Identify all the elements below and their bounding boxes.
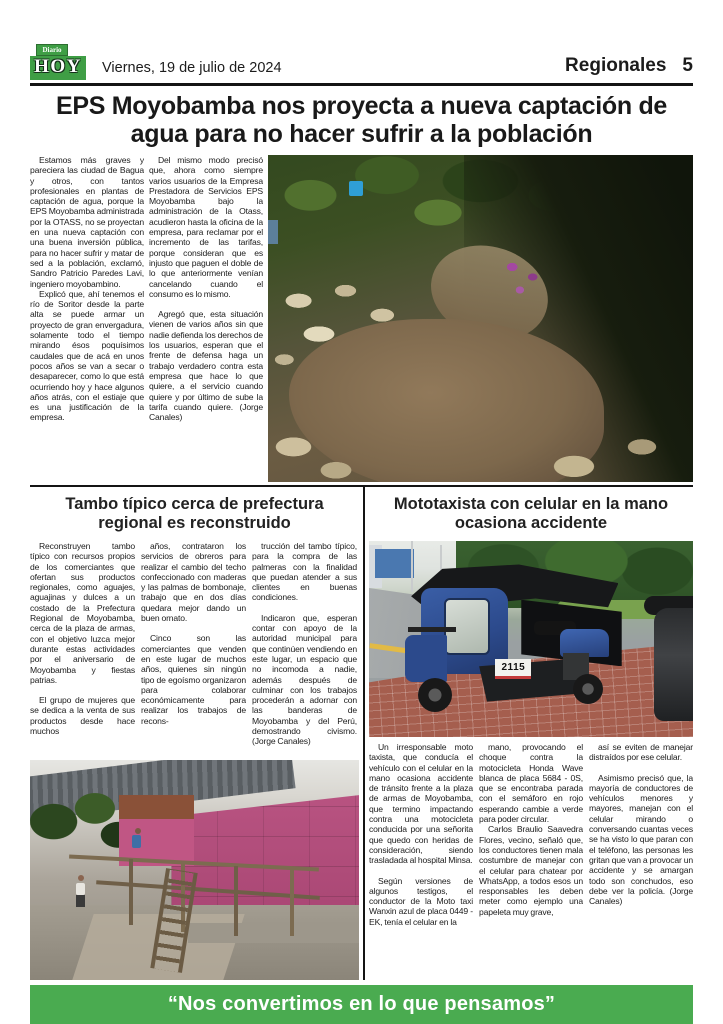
article-moto-body	[369, 742, 693, 976]
article-tambo-col2	[141, 541, 246, 757]
blue-building	[375, 549, 414, 578]
article-tambo-col3	[252, 541, 357, 757]
article-tambo-body	[30, 541, 359, 757]
article-moto-headline: Mototaxista con celular en la mano ocasiona accidente	[393, 495, 669, 533]
paragraph: mano, provocando el choque contra la motocicleta Honda Wave blanca de placa 5684 - 0S, que se encontraba parada con el semáforo en rojo esperando cambie a verde para poder circular.	[479, 741, 583, 825]
pink-house	[119, 795, 195, 865]
bystander-legs	[76, 895, 85, 907]
paragraph: años, contrataron los servicios de obreros para realizar el cambio del techo confeccionado con maderas y las palmas de bombonaje, trabajo que en dos días quedara mejor dando un buen ornato.	[141, 540, 246, 624]
blue-tank-icon	[349, 181, 363, 196]
paragraph: Según versiones de algunos testigos, el conductor de la Moto taxi Wanxin azul de placa 0449 - EK, tenía el celular en la	[369, 875, 473, 927]
scaffold-post	[290, 870, 294, 936]
mototaxi-rear-fender	[405, 635, 447, 682]
issue-date: Viernes, 19 de julio de 2024	[102, 60, 282, 76]
masthead-rule	[30, 83, 693, 86]
blue-structure-icon	[268, 220, 278, 244]
mototaxi-rear-wheel	[418, 678, 452, 712]
planter-edge	[188, 923, 359, 943]
paragraph: Agregó que, esta situación vienen de varios años sin que nadie defienda los derechos de los usuarios, esperan que el frente de defensa haga un trabajo verdadero contra esta empresa que hace lo que quiere, a el servicio cuando quiere y por último de sube la tarifa cuando quiere. (Jorge Canales)	[149, 309, 263, 423]
paragraph: Reconstruyen tambo típico con recursos propios de los comerciantes que ofertan sus productos regionales, como aguajes, aguajinas y dulces a un costado de la Prefectura Regional de Moyobamba, cerca de la plaza de armas, con el objetivo luzca mejor durante estas actividades por el aniversario de Moyobamba y fiestas patrias.	[30, 540, 135, 685]
paragraph: Indicaron que, esperan contar con apoyo de la autoridad municipal para que continúen vendiendo en este lugar, un espacio que no incomoda a nadie, además después de culminar con los trabajos procederán a adornar con las banderas de Moyobamba y del Perú, demostrando civismo. (Jorge Canales)	[252, 612, 357, 747]
article-moto	[369, 487, 693, 980]
logo-hoy-label: HOY	[30, 56, 86, 80]
paragraph: Estamos más graves y pareciera las ciudad de Bagua y otros, con tantos profesionales en plantas de captación de agua, porque la EPS Moyobamba administrada por la OTASS, no se proyectan en una nueva captación con una buena inversión pública, para no hacer sufrir y matar de sed a la población, exclamó, Sandro Patricio Paredes Lavi, ingeniero moyobambino.	[30, 155, 144, 289]
article-eps-col1	[30, 155, 144, 482]
footer-quote: “Nos convertimos en lo que pensamos”	[167, 993, 556, 1016]
street-pole	[411, 541, 413, 592]
paragraph: trucción del tambo típico, para la compra de las palmeras con la finalidad que puedan atender a sus clientes en buenas condiciones.	[252, 540, 357, 603]
article-eps-body	[30, 155, 693, 482]
article-tambo-headline: Tambo típico cerca de prefectura regional es reconstruido	[65, 495, 324, 533]
worker-climbing	[132, 835, 141, 848]
article-moto-col1	[369, 742, 473, 976]
worker-head	[135, 828, 141, 834]
paragraph: Explicó que, ahí tenemos el río de Soritor desde la parte alta se puede armar un proyecto de gran envergadura, solamente todo el tiempo mirando ésos poquísimos caudales que de acá en unos pocos años se van a secar o desaparecer, como lo que está ocurriendo hoy y hace algunos años atrás, con el estiaje que es una justificación de la empresa.	[30, 288, 144, 423]
construction-photo	[30, 760, 359, 980]
bystander	[76, 883, 85, 895]
article-eps-col2	[149, 155, 263, 482]
scaffold-post	[234, 866, 238, 936]
paragraph: Asimismo precisó que, la mayoría de conductores de vehículos menores y mayores, manejan con el celular mirando o conversando cuantas veces se ha visto lo que paran con el teléfono, las personas les gritan que van a provocar un accidente y se amargan todo son conchudos, eso debe ver la policía. (Jorge Canales)	[589, 772, 693, 907]
paragraph: Del mismo modo precisó que, ahora como siempre varios usuarios de la Empresa Prestadora de Servicios EPS Moyobamba bajo la administración de la Otass, acudieron hasta la oficina de la empresa, para reclamar por el incremento de las tarifas, porque consideran que es injusto que paguen el doble de lo que anteriormente venían cancelando cuando el consumo es lo mismo.	[149, 155, 263, 299]
page-number: 5	[682, 55, 693, 76]
vertical-divider	[363, 487, 365, 980]
masthead	[30, 30, 693, 80]
article-tambo-col1	[30, 541, 135, 757]
license-plate: 2115	[495, 659, 531, 679]
footer-quote-banner	[30, 985, 693, 1024]
paragraph: así se eviten de manejar distraídos por ese celular.	[589, 741, 693, 763]
bottom-section	[30, 487, 693, 980]
article-moto-col2	[479, 742, 583, 976]
section-label: Regionales	[565, 55, 667, 76]
paragraph: El grupo de mujeres que se dedica a la venta de sus productos desde hace muchos	[30, 695, 135, 736]
mototaxi-rack	[408, 627, 457, 632]
page-content	[30, 30, 693, 1024]
paragraph: Carlos Braulio Saavedra Flores, vecino, señaló que, los conductores tienen mala costumbre de manejar con el celular para chatear por WhatsApp, a todos esos un responsables les deben meter como ejemplo una papeleta muy grave,	[479, 824, 583, 917]
bystander-head	[78, 875, 84, 881]
paragraph: Un irresponsable moto taxista, que conducía el vehículo con el celular en la mano ocasiona accidente de tránsito frente a la plaza de armas de Moyobamba, que termino impactando contra una motocicleta conducida por una señorita que quedo con heridas de consideración, siendo trasladada al hospital Minsa.	[369, 741, 473, 866]
scaffold-post	[129, 859, 133, 925]
section-header	[565, 55, 693, 80]
river-rocks-bottom	[268, 404, 693, 482]
diario-hoy-logo	[30, 42, 90, 80]
article-eps-headline: EPS Moyobamba nos proyecta a nueva captación de agua para no hacer sufrir a la población	[55, 92, 668, 148]
article-moto-col3	[589, 742, 693, 976]
article-tambo	[30, 487, 359, 980]
paragraph: Cinco son las comerciantes que venden en este lugar de muchos años, quienes sin ningún tipo de egoísmo organizaron para colaborar económicamente para realizar los trabajos de recons-	[141, 633, 246, 726]
purple-flowers	[493, 253, 557, 303]
parked-scooter	[654, 608, 693, 722]
mototaxi-photo	[369, 541, 693, 737]
logo-diario-label: Diario	[36, 44, 68, 56]
river-photo	[268, 155, 693, 482]
